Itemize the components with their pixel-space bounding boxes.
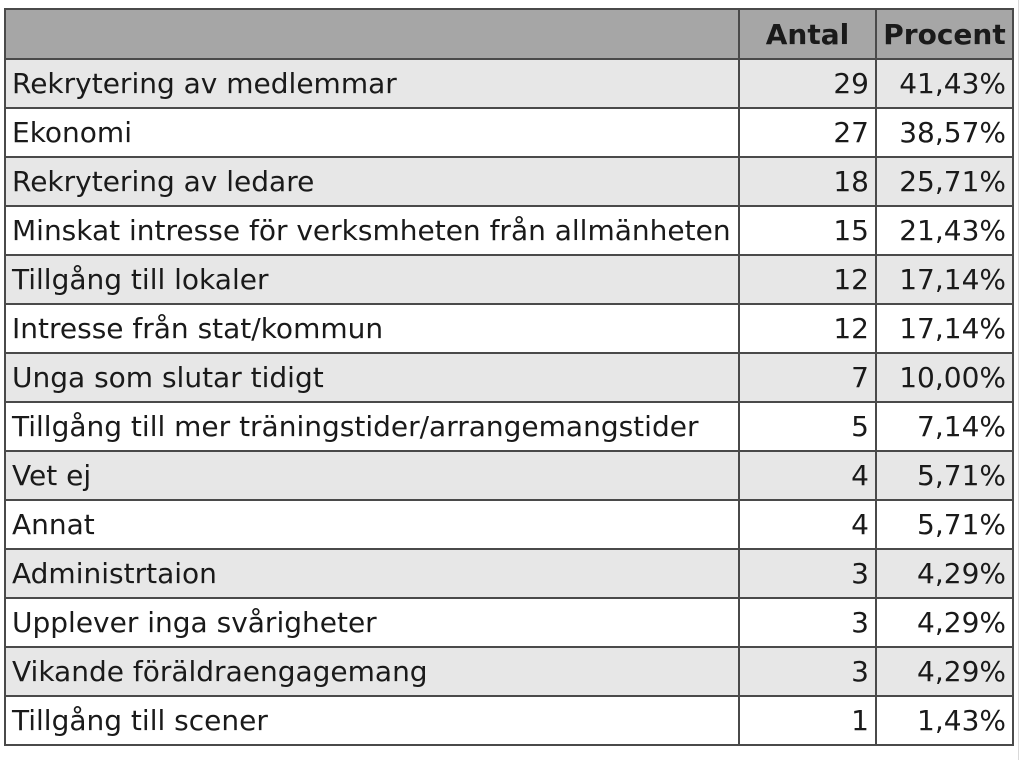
cell-procent[interactable]: 4,29% xyxy=(876,598,1013,647)
cell-label[interactable]: Vikande föräldraengagemang xyxy=(5,647,739,696)
cell-label[interactable]: Rekrytering av medlemmar xyxy=(5,59,739,108)
table-row xyxy=(5,108,1013,157)
cell-procent[interactable]: 38,57% xyxy=(876,108,1013,157)
table-row xyxy=(5,206,1013,255)
table-row xyxy=(5,402,1013,451)
table-row xyxy=(5,696,1013,745)
table-row xyxy=(5,59,1013,108)
table-row xyxy=(5,451,1013,500)
cell-procent[interactable]: 10,00% xyxy=(876,353,1013,402)
cell-antal[interactable]: 29 xyxy=(739,59,876,108)
cell-antal[interactable]: 3 xyxy=(739,647,876,696)
cell-procent[interactable]: 21,43% xyxy=(876,206,1013,255)
cell-label[interactable]: Tillgång till lokaler xyxy=(5,255,739,304)
cell-label[interactable]: Ekonomi xyxy=(5,108,739,157)
cell-procent[interactable]: 4,29% xyxy=(876,549,1013,598)
cell-label[interactable]: Administrtaion xyxy=(5,549,739,598)
cell-antal[interactable]: 7 xyxy=(739,353,876,402)
sheet-gridline xyxy=(1018,0,1019,760)
header-cell-label[interactable] xyxy=(5,9,739,59)
results-table xyxy=(4,8,1014,746)
table-row xyxy=(5,549,1013,598)
header-cell-procent[interactable]: Procent xyxy=(876,9,1013,59)
cell-label[interactable]: Minskat intresse för verksmheten från allmänheten xyxy=(5,206,739,255)
cell-antal[interactable]: 3 xyxy=(739,549,876,598)
table-row xyxy=(5,353,1013,402)
cell-antal[interactable]: 1 xyxy=(739,696,876,745)
cell-antal[interactable]: 27 xyxy=(739,108,876,157)
cell-label[interactable]: Vet ej xyxy=(5,451,739,500)
cell-procent[interactable]: 17,14% xyxy=(876,255,1013,304)
cell-label[interactable]: Intresse från stat/kommun xyxy=(5,304,739,353)
cell-procent[interactable]: 5,71% xyxy=(876,500,1013,549)
table-row xyxy=(5,157,1013,206)
table-row xyxy=(5,255,1013,304)
cell-label[interactable]: Rekrytering av ledare xyxy=(5,157,739,206)
cell-procent[interactable]: 7,14% xyxy=(876,402,1013,451)
cell-antal[interactable]: 3 xyxy=(739,598,876,647)
table-row xyxy=(5,500,1013,549)
table-row xyxy=(5,647,1013,696)
cell-antal[interactable]: 12 xyxy=(739,304,876,353)
cell-label[interactable]: Annat xyxy=(5,500,739,549)
cell-label[interactable]: Tillgång till mer träningstider/arrangemangstider xyxy=(5,402,739,451)
cell-antal[interactable]: 18 xyxy=(739,157,876,206)
table-row xyxy=(5,304,1013,353)
cell-label[interactable]: Upplever inga svårigheter xyxy=(5,598,739,647)
table-header-row xyxy=(5,9,1013,59)
table-row xyxy=(5,598,1013,647)
cell-procent[interactable]: 4,29% xyxy=(876,647,1013,696)
cell-antal[interactable]: 12 xyxy=(739,255,876,304)
cell-antal[interactable]: 5 xyxy=(739,402,876,451)
cell-procent[interactable]: 25,71% xyxy=(876,157,1013,206)
cell-antal[interactable]: 4 xyxy=(739,451,876,500)
cell-label[interactable]: Unga som slutar tidigt xyxy=(5,353,739,402)
cell-procent[interactable]: 41,43% xyxy=(876,59,1013,108)
cell-procent[interactable]: 5,71% xyxy=(876,451,1013,500)
header-cell-antal[interactable]: Antal xyxy=(739,9,876,59)
cell-procent[interactable]: 17,14% xyxy=(876,304,1013,353)
cell-label[interactable]: Tillgång till scener xyxy=(5,696,739,745)
cell-antal[interactable]: 4 xyxy=(739,500,876,549)
cell-antal[interactable]: 15 xyxy=(739,206,876,255)
cell-procent[interactable]: 1,43% xyxy=(876,696,1013,745)
